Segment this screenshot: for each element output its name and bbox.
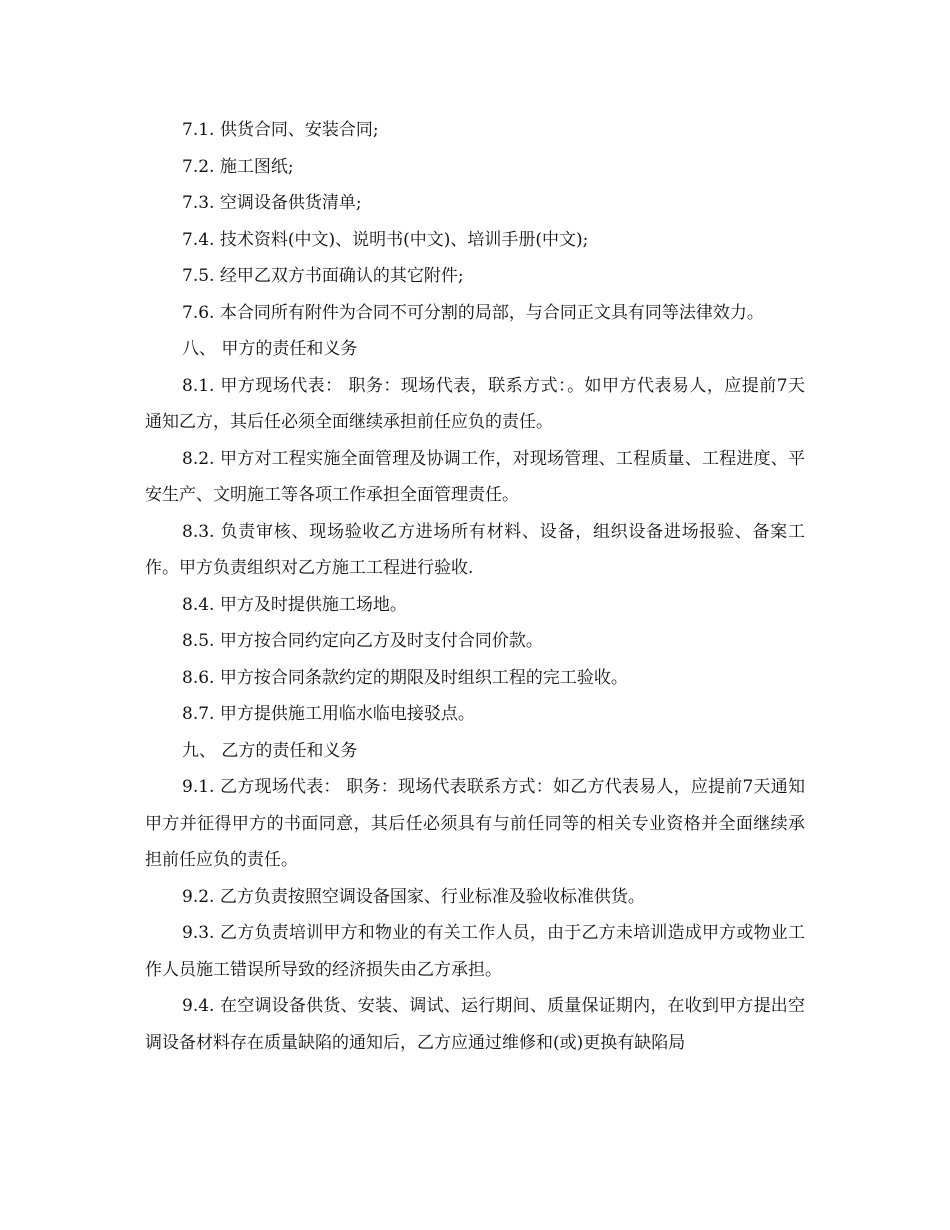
paragraph-8-1: 8.1. 甲方现场代表： 职务：现场代表，联系方式：。如甲方代表易人，应提前7天通知乙方，其后任必须全面继续承担前任应负的责任。 [145, 375, 805, 432]
paragraph-7-4: 7.4. 技术资料(中文)、说明书(中文)、培训手册(中文); [182, 229, 589, 250]
paragraph-7-6: 7.6. 本合同所有附件为合同不可分割的局部，与合同正文具有同等法律效力。 [182, 302, 764, 323]
paragraph-8-3: 8.3. 负责审核、现场验收乙方进场所有材料、设备，组织设备进场报验、备案工作。甲方负责组织对乙方施工工程进行验收. [145, 521, 805, 578]
paragraph-9-2: 9.2. 乙方负责按照空调设备国家、行业标准及验收标准供货。 [182, 886, 645, 907]
paragraph-9-4: 9.4. 在空调设备供货、安装、调试、运行期间、质量保证期内，在收到甲方提出空调设备材料存在质量缺陷的通知后，乙方应通过维修和(或)更换有缺陷局 [145, 996, 805, 1053]
paragraph-8-7: 8.7. 甲方提供施工用临水临电接驳点。 [182, 704, 475, 724]
paragraph-7-1: 7.1. 供货合同、安装合同; [182, 120, 379, 140]
paragraph-7-3: 7.3. 空调设备供货清单; [182, 193, 362, 213]
paragraph-8-2: 8.2. 甲方对工程实施全面管理及协调工作，对现场管理、工程质量、工程进度、平安生产、文明施工等各项工作承担全面管理责任。 [145, 448, 805, 505]
paragraph-9-3: 9.3. 乙方负责培训甲方和物业的有关工作人员，由于乙方未培训造成甲方或物业工作人员施工错误所导致的经济损失由乙方承担。 [145, 923, 805, 980]
paragraph-8-4: 8.4. 甲方及时提供施工场地。 [182, 594, 407, 615]
section-heading-9: 九、 乙方的责任和义务 [182, 740, 358, 761]
section-heading-8: 八、 甲方的责任和义务 [182, 339, 358, 359]
document-body [145, 112, 805, 1061]
paragraph-8-6: 8.6. 甲方按合同条款约定的期限及时组织工程的完工验收。 [182, 667, 628, 688]
paragraph-8-5: 8.5. 甲方按合同约定向乙方及时支付合同价款。 [182, 631, 543, 651]
paragraph-7-2: 7.2. 施工图纸; [182, 156, 294, 177]
paragraph-9-1: 9.1. 乙方现场代表： 职务：现场代表联系方式：如乙方代表易人，应提前7天通知甲方并征得甲方的书面同意，其后任必须具有与前任同等的相关专业资格并全面继续承担前任应负的责任。 [145, 777, 805, 870]
paragraph-7-5: 7.5. 经甲乙双方书面确认的其它附件; [182, 266, 464, 286]
